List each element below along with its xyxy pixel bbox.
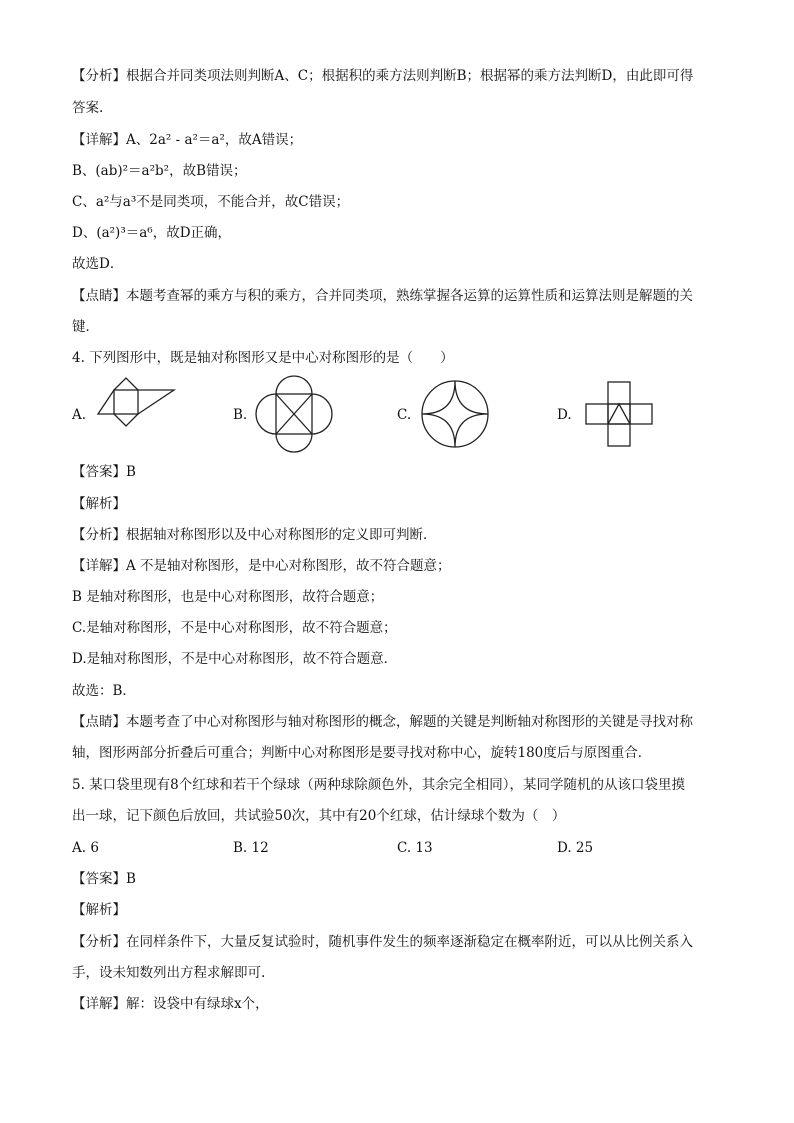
comment-line: 【点睛】本题考查了中心对称图形与轴对称图形的概念，解题的关键是判断轴对称图形的关键是寻找对称	[72, 714, 693, 730]
option-c: C. 13	[397, 840, 433, 856]
analysis-line-cont: 手，设未知数列出方程求解即可.	[72, 965, 266, 981]
detail-line: D、(a²)³＝a⁶，故D正确，	[72, 225, 232, 241]
comment-line: 【点睛】本题考查幂的乘方与积的乘方，合并同类项，熟练掌握各运算的运算性质和运算法则是解题的关	[72, 288, 693, 304]
detail-line: B、(ab)²＝a²b²，故B错误；	[72, 163, 247, 179]
question-5-stem-cont: 出一球，记下颜色后放回，共试验50次，其中有20个红球，估计绿球个数为（ ）	[72, 808, 566, 824]
option-d: D. 25	[557, 840, 594, 856]
option-d-figure	[584, 378, 656, 450]
conclusion-line: 故选：B．	[72, 683, 136, 699]
detail-line: 【详解】A、2a² - a²＝a²，故A错误；	[72, 132, 303, 148]
comment-line-cont: 键．	[72, 319, 99, 335]
option-a: A. 6	[72, 840, 99, 856]
analysis-line: 【分析】根据合并同类项法则判断A、C；根据积的乘方法则判断B；根据幂的乘方法判断D，由此即可得	[72, 68, 694, 84]
answer-label: 【答案】B	[72, 871, 136, 887]
option-b-figure	[256, 378, 332, 452]
detail-line: 【详解】A 不是轴对称图形，是中心对称图形，故不符合题意；	[72, 558, 451, 574]
option-b-label: B.	[233, 407, 248, 423]
option-a-figure	[94, 376, 178, 428]
answer-label: 【答案】B	[72, 464, 136, 480]
explanation-label: 【解析】	[72, 496, 126, 512]
detail-line: B 是轴对称图形，也是中心对称图形，故符合题意；	[72, 589, 384, 605]
explanation-label: 【解析】	[72, 902, 126, 918]
analysis-line: 【分析】根据轴对称图形以及中心对称图形的定义即可判断．	[72, 527, 437, 543]
option-d-label: D.	[557, 407, 572, 423]
question-4-stem: 4. 下列图形中，既是轴对称图形又是中心对称图形的是（ ）	[72, 350, 454, 366]
question-5-stem: 5. 某口袋里现有8个红球和若干个绿球（两种球除颜色外，其余完全相同），某同学随机的从该口袋里摸	[72, 777, 686, 793]
detail-line: C、a²与a³不是同类项，不能合并，故C错误；	[72, 194, 350, 210]
detail-line: 【详解】解：设袋中有绿球x个，	[72, 996, 269, 1012]
analysis-line: 【分析】在同样条件下，大量反复试验时，随机事件发生的频率逐渐稳定在概率附近，可以从比例关系入	[72, 934, 693, 950]
option-a-label: A.	[72, 407, 87, 423]
conclusion-line: 故选D．	[72, 256, 124, 272]
detail-line: C.是轴对称图形，不是中心对称图形，故不符合题意；	[72, 620, 397, 636]
option-b: B. 12	[233, 840, 269, 856]
detail-line: D.是轴对称图形，不是中心对称图形，故不符合题意．	[72, 651, 398, 667]
option-c-label: C.	[397, 407, 412, 423]
comment-line-cont: 轴，图形两部分折叠后可重合；判断中心对称图形是要寻找对称中心，旋转180度后与原图重合．	[72, 745, 652, 761]
option-c-figure	[419, 378, 491, 450]
analysis-line-cont: 答案.	[72, 100, 104, 116]
